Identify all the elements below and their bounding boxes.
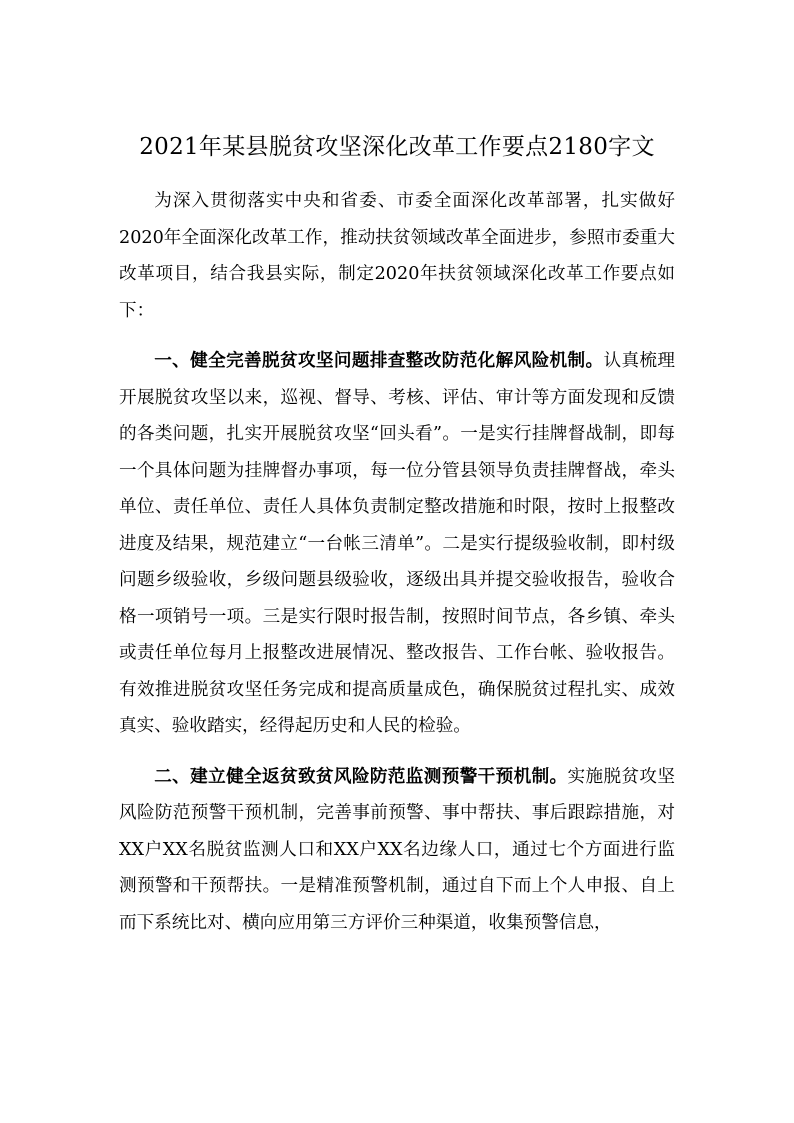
section-body-1: 认真梳理开展脱贫攻坚以来，巡视、督导、考核、评估、审计等方面发现和反馈的各类问题，扎实开展脱贫攻坚“回头看”。一是实行挂牌督战制，即每一个具体问题为挂牌督办事项，每一位分管县领导负责挂牌督战，牵头单位、责任单位、责任人具体负责制定整改措施和时限，按时上报整改进度及结果，规范建立“一台帐三清单”。二是实行提级验收制，即村级问题乡级验收，乡级问题县级验收，逐级出具并提交验收报告，验收合格一项销号一项。三是实行限时报告制，按照时间节点，各乡镇、牵头或责任单位每月上报整改进展情况、整改报告、工作台帐、验收报告。有效推进脱贫攻坚任务完成和提高质量成色，确保脱贫过程扎实、成效真实、验收踏实，经得起历史和人民的检验。 [119,351,675,736]
intro-paragraph: 为深入贯彻落实中央和省委、市委全面深化改革部署，扎实做好2020年全面深化改革工作，推动扶贫领域改革全面进步，参照市委重大改革项目，结合我县实际，制定2020年扶贫领域深化改革工作要点如下： [119,191,675,321]
document-title: 2021年某县脱贫攻坚深化改革工作要点2180字文 [139,134,655,160]
section-paragraph-2 [119,759,675,942]
section-paragraph-1 [119,343,675,745]
section-heading-2: 二、建立健全返贫致贫风险防范监测预警干预机制。 [154,765,568,787]
section-body-2: 实施脱贫攻坚风险防范预警干预机制，完善事前预警、事中帮扶、事后跟踪措施，对XX户XX名脱贫监测人口和XX户XX名边缘人口，通过七个方面进行监测预警和干预帮扶。一是精准预警机制，通过自下而上个人申报、自上而下系统比对、横向应用第三方评价三种渠道，收集预警信息， [119,766,675,933]
section-heading-1: 一、健全完善脱贫攻坚问题排查整改防范化解风险机制。 [154,350,604,371]
